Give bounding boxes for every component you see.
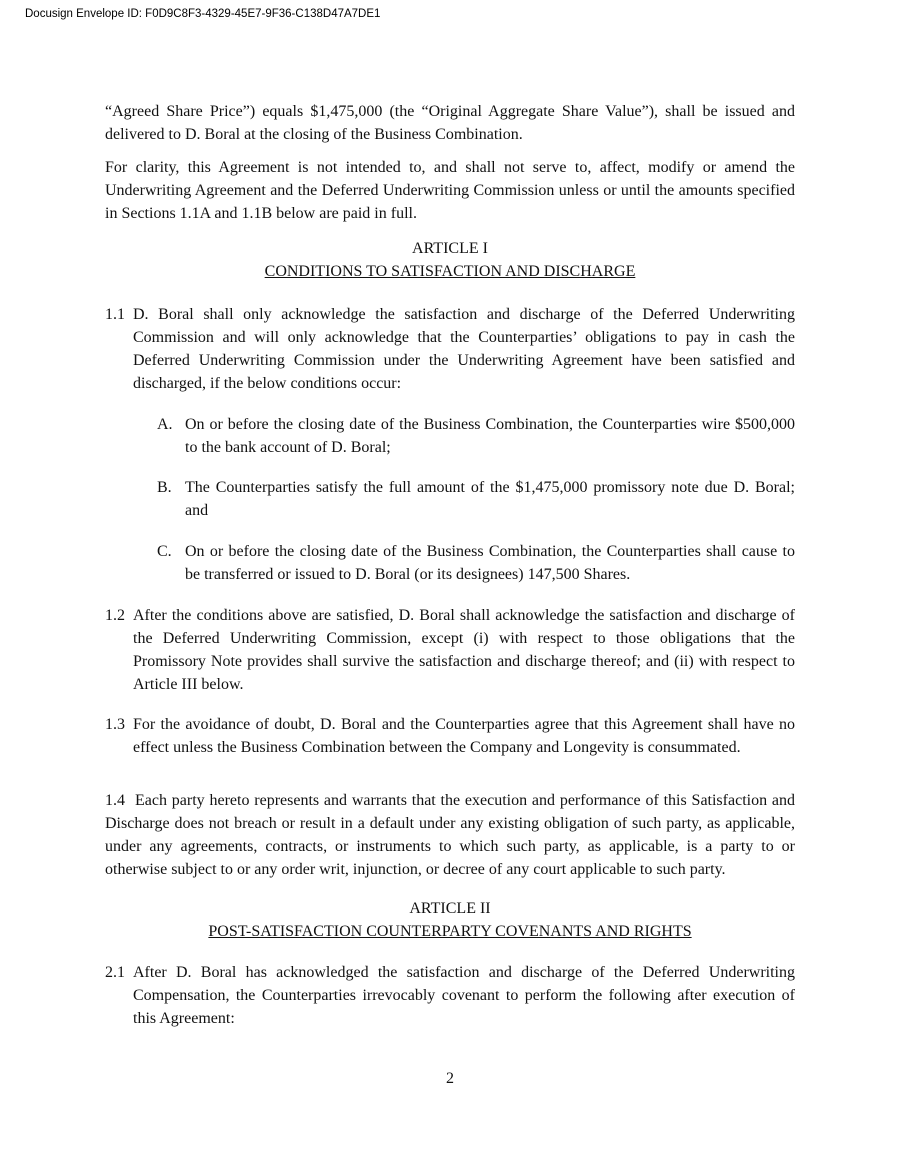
subitem-B-text: The Counterparties satisfy the full amount of the $1,475,000 promissory note due D. Boral; and <box>185 479 795 519</box>
subitem-C <box>157 540 795 586</box>
subitem-C-text: On or before the closing date of the Business Combination, the Counterparties shall cause to be transferred or issued to D. Boral (or its designees) 147,500 Shares. <box>185 543 795 583</box>
article-2-title: ARTICLE II <box>409 900 491 917</box>
subitem-A-text: On or before the closing date of the Business Combination, the Counterparties wire $500,000 to the bank account of D. Boral; <box>185 416 795 456</box>
section-1-4-number: 1.4 <box>105 792 125 809</box>
intro-paragraph-2: For clarity, this Agreement is not intended to, and shall not serve to, affect, modify or amend the Underwriting Agreement and the Deferred Underwriting Commission unless or until the amounts specified in Sections 1.1A and 1.1B below are paid in full. <box>105 159 795 222</box>
docusign-envelope-id: Docusign Envelope ID: F0D9C8F3-4329-45E7-9F36-C138D47A7DE1 <box>25 8 381 20</box>
section-1-3-number: 1.3 <box>105 716 125 733</box>
section-2-1 <box>105 961 795 1030</box>
article-2-heading <box>105 897 795 943</box>
article-2-subtitle: POST-SATISFACTION COUNTERPARTY COVENANTS AND RIGHTS <box>208 923 692 940</box>
section-1-1 <box>105 303 795 395</box>
page-number: 2 <box>446 1070 454 1087</box>
intro-paragraph-1: “Agreed Share Price”) equals $1,475,000 (the “Original Aggregate Share Value”), shall be issued and delivered to D. Boral at the closing of the Business Combination. <box>105 103 795 143</box>
subitem-C-label: C. <box>157 543 172 560</box>
subitem-A-label: A. <box>157 416 173 433</box>
subitem-B-label: B. <box>157 479 172 496</box>
section-1-3 <box>105 713 795 759</box>
article-1-title: ARTICLE I <box>412 240 488 257</box>
subitem-B <box>157 476 795 522</box>
section-1-2-text: After the conditions above are satisfied, D. Boral shall acknowledge the satisfaction and discharge of the Deferred Underwriting Commission, except (i) with respect to those obligations that the Promissory Note provides shall survive the satisfaction and discharge thereof; and (ii) with respect to Article III below. <box>133 607 795 693</box>
section-1-4 <box>105 789 795 881</box>
section-1-1-number: 1.1 <box>105 306 125 323</box>
subitem-A <box>157 413 795 459</box>
document-body <box>105 100 795 1030</box>
section-2-1-text: After D. Boral has acknowledged the satisfaction and discharge of the Deferred Underwriting Compensation, the Counterparties irrevocably covenant to perform the following after execution of this Agreement: <box>133 964 795 1027</box>
section-1-1-text: D. Boral shall only acknowledge the satisfaction and discharge of the Deferred Underwriting Commission and will only acknowledge that the Counterparties’ obligations to pay in cash the Deferred Underwriting Commission under the Underwriting Agreement have been satisfied and discharged, if the below conditions occur: <box>133 306 795 392</box>
section-2-1-number: 2.1 <box>105 964 125 981</box>
article-1-subtitle: CONDITIONS TO SATISFACTION AND DISCHARGE <box>264 263 636 280</box>
section-1-3-text: For the avoidance of doubt, D. Boral and the Counterparties agree that this Agreement shall have no effect unless the Business Combination between the Company and Longevity is consummated. <box>133 716 795 756</box>
article-1-heading <box>105 237 795 283</box>
section-1-2 <box>105 604 795 696</box>
section-1-2-number: 1.2 <box>105 607 125 624</box>
section-1-4-text: Each party hereto represents and warrants that the execution and performance of this Satisfaction and Discharge does not breach or result in a default under any existing obligation of such party, as applicable, under any agreements, contracts, or instruments to which such party, as applicable, is a party to or otherwise subject to or any order writ, injunction, or decree of any court applicable to such party. <box>105 792 795 878</box>
